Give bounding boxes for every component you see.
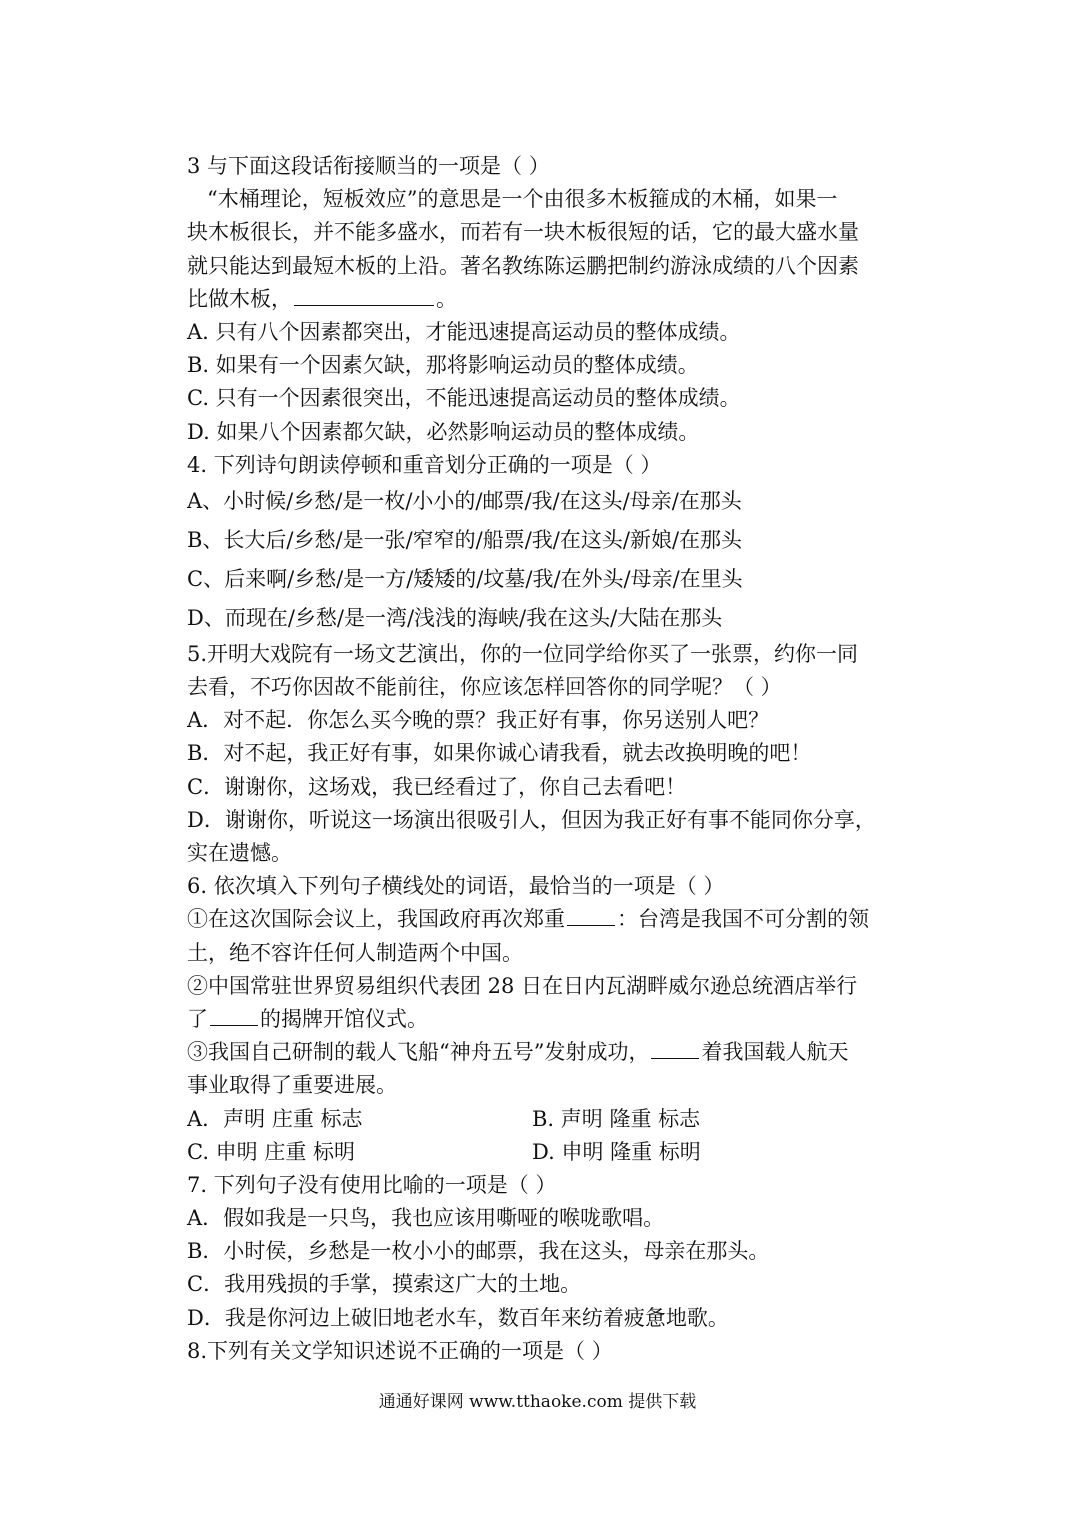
q6-blank-1: [567, 907, 615, 926]
q6-sentence-3-continued: 事业取得了重要进展。: [187, 1073, 397, 1098]
q4-options: [187, 482, 892, 638]
q6-sentence-text: ③我国自己研制的载人飞船“神舟五号”发射成功，: [187, 1040, 650, 1065]
q6-options-row: [187, 1103, 892, 1136]
q6-question: 6. 依次填入下列句子横线处的词语，最恰当的一项是（ ）: [187, 874, 725, 899]
q6-sentence-2: ②中国常驻世界贸易组织代表团 28 日在日内瓦湖畔威尔逊总统酒店举行: [187, 973, 858, 998]
q5-option-a: A．对不起．你怎么买今晚的票？我正好有事，你另送别人吧？: [187, 708, 770, 733]
q7-option-a: A．假如我是一只鸟，我也应该用嘶哑的喉咙歌唱。: [187, 1206, 665, 1231]
q6-option-b: B. 声明 隆重 标志: [532, 1106, 701, 1131]
q3-option-c: C. 只有一个因素很突出，不能迅速提高运动员的整体成绩。: [187, 386, 741, 411]
q8-question: 8.下列有关文学知识述说不正确的一项是（ ）: [187, 1338, 613, 1363]
q6-blank-3: [651, 1040, 699, 1059]
q6-sentence-text: ①在这次国际会议上，我国政府再次郑重: [187, 907, 565, 932]
q6-sentence-1-continued: 土，绝不容许任何人制造两个中国。: [187, 940, 523, 965]
q3-option-b: B. 如果有一个因素欠缺，那将影响运动员的整体成绩。: [187, 353, 699, 378]
q3-option-d: D. 如果八个因素都欠缺，必然影响运动员的整体成绩。: [187, 419, 700, 444]
q6-option-a: A．声明 庄重 标志: [187, 1106, 363, 1131]
q5-question: 5.开明大戏院有一场文艺演出，你的一位同学给你买了一张票，约你一同: [187, 641, 859, 666]
q5-question: 去看，不巧你因故不能前往，你应该怎样回答你的同学呢？（ ）: [187, 675, 782, 700]
q5-option-d: D．谢谢你，听说这一场演出很吸引人，但因为我正好有事不能同你分享，: [187, 807, 876, 832]
q4-option-b: B、长大后/乡愁/是一张/窄窄的/船票/我/在这头/新娘/在那头: [187, 527, 743, 552]
q6-option-d: D. 申明 隆重 标明: [532, 1139, 701, 1164]
q5-option-b: B．对不起，我正好有事，如果你诚心请我看，就去改换明晚的吧！: [187, 741, 812, 766]
q3-passage-text: 。: [436, 286, 457, 311]
q6-sentence-text: 了: [187, 1006, 208, 1031]
q4-question: 4. 下列诗句朗读停顿和重音划分正确的一项是（ ）: [187, 452, 662, 477]
q3-passage-line: [187, 283, 892, 316]
q3-passage-line: 块木板很长，并不能多盛水，而若有一块木板很短的话，它的最大盛水量: [187, 220, 859, 245]
q3-passage-line: 就只能达到最短木板的上沿。著名教练陈运鹏把制约游泳成绩的八个因素: [187, 253, 859, 278]
exam-content: [187, 150, 892, 1368]
q7-option-c: C．我用残损的手掌，摸索这广大的土地。: [187, 1272, 582, 1297]
q6-sentence-3: [187, 1036, 892, 1069]
q5-option-d-continued: 实在遗憾。: [187, 841, 292, 865]
q6-blank-2: [210, 1007, 258, 1026]
q3-passage-line: “木桶理论，短板效应”的意思是一个由很多木板箍成的木桶，如果一: [207, 187, 838, 212]
q3-passage-text: 比做木板，: [187, 286, 292, 311]
q7-question: 7. 下列句子没有使用比喻的一项是（ ）: [187, 1172, 557, 1197]
q6-option-c: C. 申明 庄重 标明: [187, 1139, 356, 1164]
q4-option-a: A、小时候/乡愁/是一枚/小小的/邮票/我/在这头/母亲/在那头: [187, 488, 742, 513]
q3-question: 3 与下面这段话衔接顺当的一项是（ ）: [187, 154, 550, 178]
q7-option-b: B．小时侯，乡愁是一枚小小的邮票，我在这头，母亲在那头。: [187, 1239, 770, 1264]
q6-sentence-text: 的揭牌开馆仪式。: [260, 1006, 428, 1031]
q6-options-row: [187, 1136, 892, 1169]
q3-answer-blank: [294, 287, 434, 306]
q4-option-d: D、而现在/乡愁/是一湾/浅浅的海峡/我在这头/大陆在那头: [187, 605, 723, 630]
q5-option-c: C．谢谢你，这场戏，我已经看过了，你自己去看吧！: [187, 774, 687, 799]
q6-sentence-1: [187, 903, 892, 936]
q4-option-c: C、后来啊/乡愁/是一方/矮矮的/坟墓/我/在外头/母亲/在里头: [187, 566, 743, 591]
q3-option-a: A. 只有八个因素都突出，才能迅速提高运动员的整体成绩。: [187, 319, 741, 344]
page-footer: 通通好课网 www.tthaoke.com 提供下载: [378, 1392, 697, 1412]
q6-sentence-text: ：台湾是我国不可分割的领: [617, 907, 869, 932]
q6-sentence-2-continued: [187, 1003, 892, 1036]
q6-sentence-text: 着我国载人航天: [701, 1040, 849, 1065]
q7-option-d: D．我是你河边上破旧地老水车，数百年来纺着疲惫地歌。: [187, 1305, 729, 1330]
